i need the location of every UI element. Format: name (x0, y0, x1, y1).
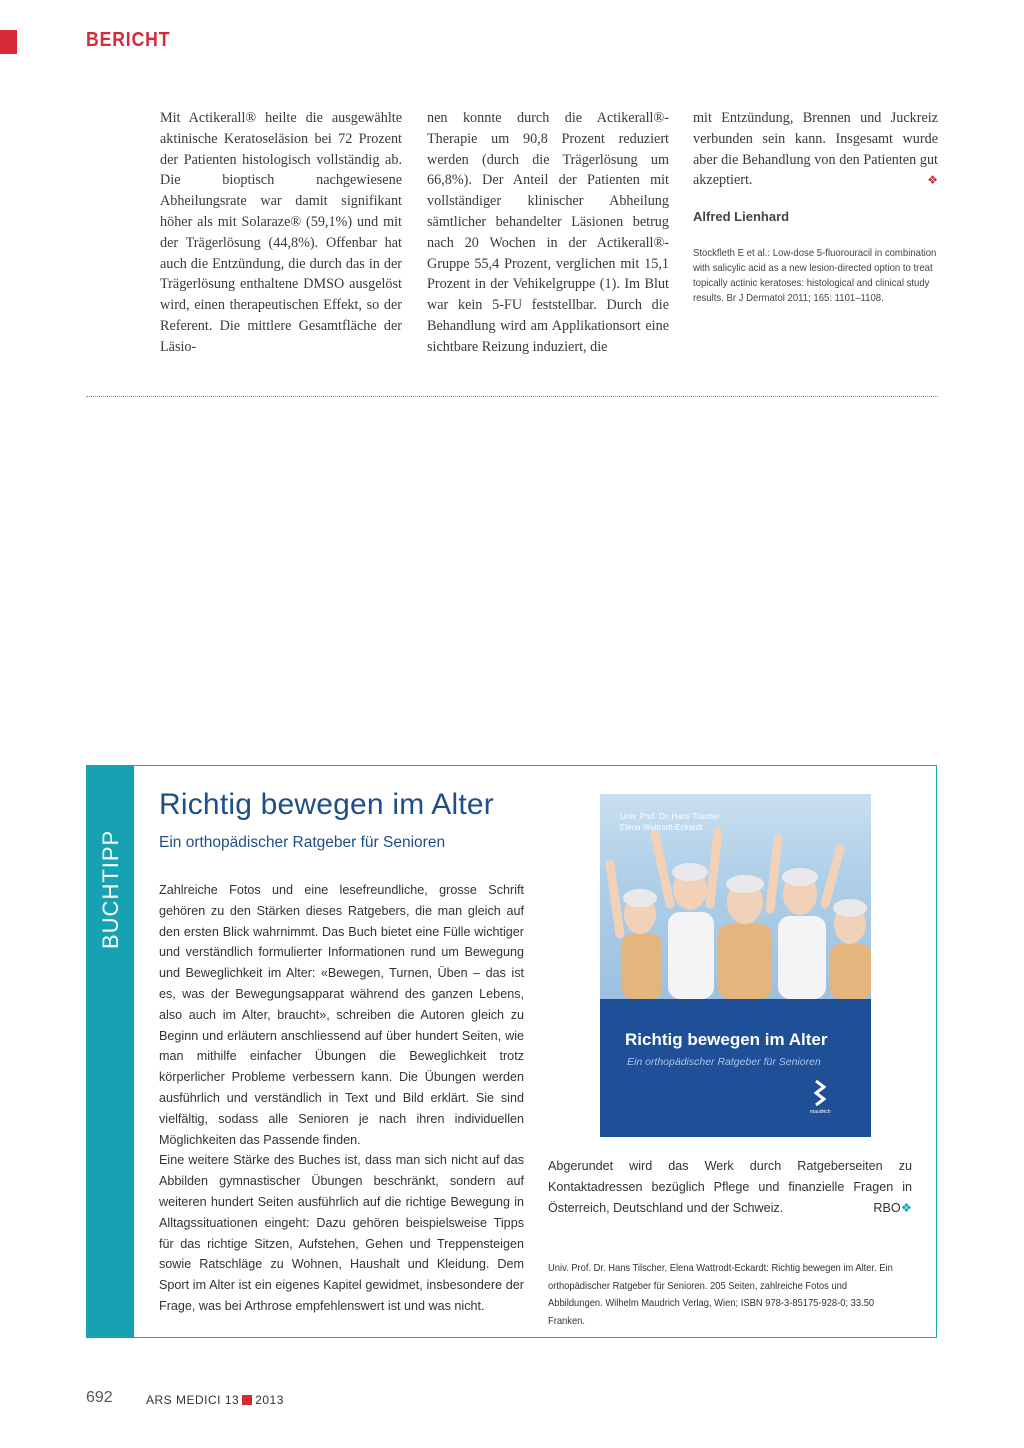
book-bibliographic-info: Univ. Prof. Dr. Hans Tilscher, Elena Wattrodt-Eckardt: Richtig bewegen im Alter. Ein orthopädischer Ratgeber für Senioren. 205 Seiten, zahlreiche Fotos und Abbildungen. Wilhelm Maudrich Verlag, Wien; ISBN 978-3-85175-928-0; 33.50 Franken. (548, 1263, 893, 1327)
journal-name: ARS MEDICI 13 (146, 1393, 240, 1407)
book-closing-paragraph (548, 1156, 912, 1219)
book-review-paragraph-2: Eine weitere Stärke des Buches ist, dass man sich nicht auf das Abbilden gymnastischer Übungen beschränkt, sondern auf weiteren hundert Seiten ausführlich auf die richtige Bewegung in Alltagssituationen eingeht: Dazu gehören beispielsweise Tipps für das richtige Sitzen, Aufstehen, Gehen und Treppensteigen sowie Ratschläge zu Wohnen, Haushalt und Kleidung. Dem Sport im Alter ist ein eigenes Kapitel gewidmet, insbesondere der Frage, was bei Arthrose empfehlenswert ist und was nicht. (159, 1153, 524, 1313)
journal-footer (146, 1393, 284, 1407)
cover-title: Richtig bewegen im Alter (625, 1030, 828, 1049)
book-closing-text: Abgerundet wird das Werk durch Ratgeberseiten zu Kontaktadressen bezüglich Pflege und finanzielle Fragen in Österreich, Deutschland und der Schweiz. (548, 1159, 912, 1215)
book-tip-box (86, 765, 937, 1338)
book-title: Richtig bewegen im Alter (159, 788, 494, 821)
article-column-3-text: mit Entzündung, Brennen und Juckreiz verbunden sein kann. Insgesamt wurde aber die Behandlung von den Patienten gut akzeptiert. (693, 110, 938, 189)
article-column-3 (693, 108, 938, 306)
cover-author-1: Univ. Prof. Dr. Hans Tilscher (620, 812, 720, 821)
book-tip-tab-label: BUCHTIPP (98, 829, 123, 949)
book-review-text (159, 880, 524, 1317)
book-tip-tab (87, 766, 134, 1337)
journal-year: 2013 (255, 1393, 284, 1407)
section-color-mark (0, 30, 17, 54)
article-column-1: Mit Actikerall® heilte die ausgewählte aktinische Keratoseläsion bei 72 Prozent der Patienten histologisch vollständig ab. Die bioptisch nachgewiesene Abheilungsrate war damit signifikant höher als mit Solaraze® (59,1%) und mit der Trägerlösung (44,8%). Offenbar hat auch die Entzündung, die durch das in der Trägerlösung enthaltene DMSO ausgelöst wird, einen therapeutischen Effekt, so der Referent. Die mittlere Gesamtfläche der Läsio- (160, 110, 402, 355)
page-number: 692 (86, 1389, 113, 1406)
article-column-2: nen konnte durch die Actikerall®-Therapie um 90,8 Prozent reduziert werden (durch die Trägerlösung um 66,8%). Der Anteil der Patienten mit vollständiger klinischer Abheilung sämtlicher behandelter Läsionen betrug nach 20 Wochen in der Actikerall®-Gruppe 55,4 Prozent, verglichen mit 15,1 Prozent in der Vehikelgruppe (1). Im Blut war kein 5-FU feststellbar. Durch die Behandlung wird am Applikationsort eine sichtbare Reizung induziert, die (427, 110, 669, 355)
publisher-logo-icon (814, 1079, 826, 1107)
book-cover-image (600, 794, 871, 1137)
cover-authors (620, 811, 720, 833)
end-of-article-icon: ❖ (927, 173, 938, 188)
review-signature (873, 1198, 912, 1219)
cover-author-2: Elena Wattrodt-Eckardt (620, 823, 703, 832)
book-review-paragraph-1: Zahlreiche Fotos und eine lesefreundliche, grosse Schrift gehören zu den Stärken dieses Ratgebers, die man gleich auf den ersten Blick wahrnimmt. Das Buch bietet eine Fülle wichtiger und verständlich formulierter Informationen rund um Bewegung und Beweglichkeit im Alter: «Bewegen, Turnen, Üben – das ist es, was der Bewegungsapparat während des ganzen Lebens, also auch im Alter, braucht», schreiben die Autoren gleich zu Beginn und erläutern anschliessend auf über hundert Seiten, wie man mithilfe einfacher Übungen die Beweglichkeit trotz körperlicher Probleme verbessern kann. Die Übungen werden ausführlich und verständlich in Text und Bild erklärt. Sie sind vielfältig, sodass alle Senioren je nach ihren individuellen Möglichkeiten das Passende finden. (159, 883, 524, 1147)
review-signature-text: RBO (873, 1201, 901, 1215)
footer-square-icon (242, 1395, 252, 1405)
cover-publisher: maudrich (810, 1109, 831, 1115)
review-end-icon: ❖ (900, 1201, 912, 1215)
book-subtitle: Ein orthopädischer Ratgeber für Senioren (159, 834, 446, 851)
article-reference: Stockfleth E et al.: Low-dose 5-fluorouracil in combination with salicylic acid as a new lesion-directed option to treat topically actinic keratoses: histological and clinical study results. Br J Dermatol 2011; 165: 1101–1108. (693, 247, 937, 304)
section-divider (86, 396, 938, 397)
section-label: BERICHT (86, 29, 171, 51)
cover-subtitle: Ein orthopädischer Ratgeber für Senioren (627, 1056, 821, 1068)
article-author: Alfred Lienhard (693, 209, 790, 225)
